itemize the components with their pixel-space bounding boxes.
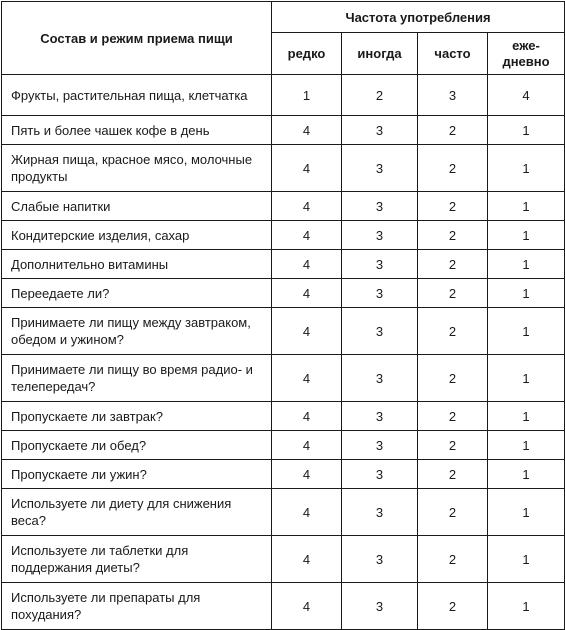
column-header-sometimes: иногда [342, 33, 418, 75]
cell-often: 2 [418, 402, 488, 431]
cell-daily: 1 [488, 536, 565, 583]
table-row [2, 116, 565, 145]
cell-rarely: 4 [272, 489, 342, 536]
cell-daily: 1 [488, 431, 565, 460]
cell-daily: 1 [488, 489, 565, 536]
cell-rarely: 4 [272, 431, 342, 460]
table-row [2, 460, 565, 489]
cell-rarely: 4 [272, 355, 342, 402]
cell-daily: 1 [488, 250, 565, 279]
cell-sometimes: 3 [342, 355, 418, 402]
cell-daily: 1 [488, 402, 565, 431]
row-label: Пропускаете ли ужин? [2, 460, 272, 489]
cell-often: 2 [418, 116, 488, 145]
row-label: Жирная пища, красное мясо, молочные продукты [2, 145, 272, 192]
cell-often: 2 [418, 536, 488, 583]
cell-daily: 1 [488, 583, 565, 630]
column-header-daily: еже- дневно [488, 33, 565, 75]
cell-often: 3 [418, 75, 488, 116]
cell-daily: 1 [488, 355, 565, 402]
cell-rarely: 4 [272, 583, 342, 630]
cell-often: 2 [418, 308, 488, 355]
cell-often: 2 [418, 250, 488, 279]
cell-often: 2 [418, 279, 488, 308]
row-label: Используете ли диету для снижения веса? [2, 489, 272, 536]
table-row [2, 536, 565, 583]
cell-sometimes: 3 [342, 116, 418, 145]
cell-sometimes: 3 [342, 402, 418, 431]
cell-often: 2 [418, 583, 488, 630]
cell-often: 2 [418, 460, 488, 489]
table-row [2, 431, 565, 460]
cell-sometimes: 3 [342, 489, 418, 536]
cell-rarely: 4 [272, 250, 342, 279]
cell-daily: 4 [488, 75, 565, 116]
cell-rarely: 4 [272, 536, 342, 583]
group-header-label: Частота употребления [272, 2, 565, 33]
table-row [2, 250, 565, 279]
header-row-main [2, 2, 565, 33]
cell-rarely: 1 [272, 75, 342, 116]
cell-rarely: 4 [272, 192, 342, 221]
cell-daily: 1 [488, 308, 565, 355]
column-header-often: часто [418, 33, 488, 75]
cell-rarely: 4 [272, 402, 342, 431]
table-row [2, 402, 565, 431]
row-label: Пропускаете ли завтрак? [2, 402, 272, 431]
cell-sometimes: 3 [342, 583, 418, 630]
cell-daily: 1 [488, 460, 565, 489]
cell-sometimes: 3 [342, 536, 418, 583]
row-label: Кондитерские изделия, сахар [2, 221, 272, 250]
cell-sometimes: 3 [342, 279, 418, 308]
cell-often: 2 [418, 221, 488, 250]
cell-sometimes: 2 [342, 75, 418, 116]
cell-rarely: 4 [272, 116, 342, 145]
cell-often: 2 [418, 355, 488, 402]
cell-often: 2 [418, 431, 488, 460]
row-label: Пять и более чашек кофе в день [2, 116, 272, 145]
cell-sometimes: 3 [342, 460, 418, 489]
cell-sometimes: 3 [342, 145, 418, 192]
table-row [2, 355, 565, 402]
cell-sometimes: 3 [342, 221, 418, 250]
cell-sometimes: 3 [342, 250, 418, 279]
cell-rarely: 4 [272, 279, 342, 308]
cell-sometimes: 3 [342, 431, 418, 460]
cell-daily: 1 [488, 145, 565, 192]
cell-rarely: 4 [272, 308, 342, 355]
cell-often: 2 [418, 489, 488, 536]
row-label: Фрукты, растительная пища, клетчатка [2, 75, 272, 116]
table-row [2, 583, 565, 630]
row-label: Принимаете ли пищу во время радио- и телепередач? [2, 355, 272, 402]
table-row [2, 145, 565, 192]
table-row [2, 279, 565, 308]
cell-often: 2 [418, 192, 488, 221]
table-row [2, 489, 565, 536]
cell-daily: 1 [488, 116, 565, 145]
row-header-label: Состав и режим приема пищи [2, 2, 272, 75]
row-label: Используете ли препараты для похудания? [2, 583, 272, 630]
cell-rarely: 4 [272, 145, 342, 192]
cell-daily: 1 [488, 192, 565, 221]
cell-often: 2 [418, 145, 488, 192]
table-row [2, 192, 565, 221]
row-label: Переедаете ли? [2, 279, 272, 308]
column-header-rarely: редко [272, 33, 342, 75]
cell-rarely: 4 [272, 460, 342, 489]
cell-sometimes: 3 [342, 192, 418, 221]
frequency-table [1, 1, 565, 630]
row-label: Пропускаете ли обед? [2, 431, 272, 460]
row-label: Принимаете ли пищу между завтраком, обедом и ужином? [2, 308, 272, 355]
row-label: Используете ли таблетки для поддержания диеты? [2, 536, 272, 583]
row-label: Слабые напитки [2, 192, 272, 221]
table-row [2, 75, 565, 116]
table-row [2, 308, 565, 355]
row-label: Дополнительно витамины [2, 250, 272, 279]
cell-daily: 1 [488, 279, 565, 308]
table-row [2, 221, 565, 250]
cell-sometimes: 3 [342, 308, 418, 355]
cell-daily: 1 [488, 221, 565, 250]
cell-rarely: 4 [272, 221, 342, 250]
